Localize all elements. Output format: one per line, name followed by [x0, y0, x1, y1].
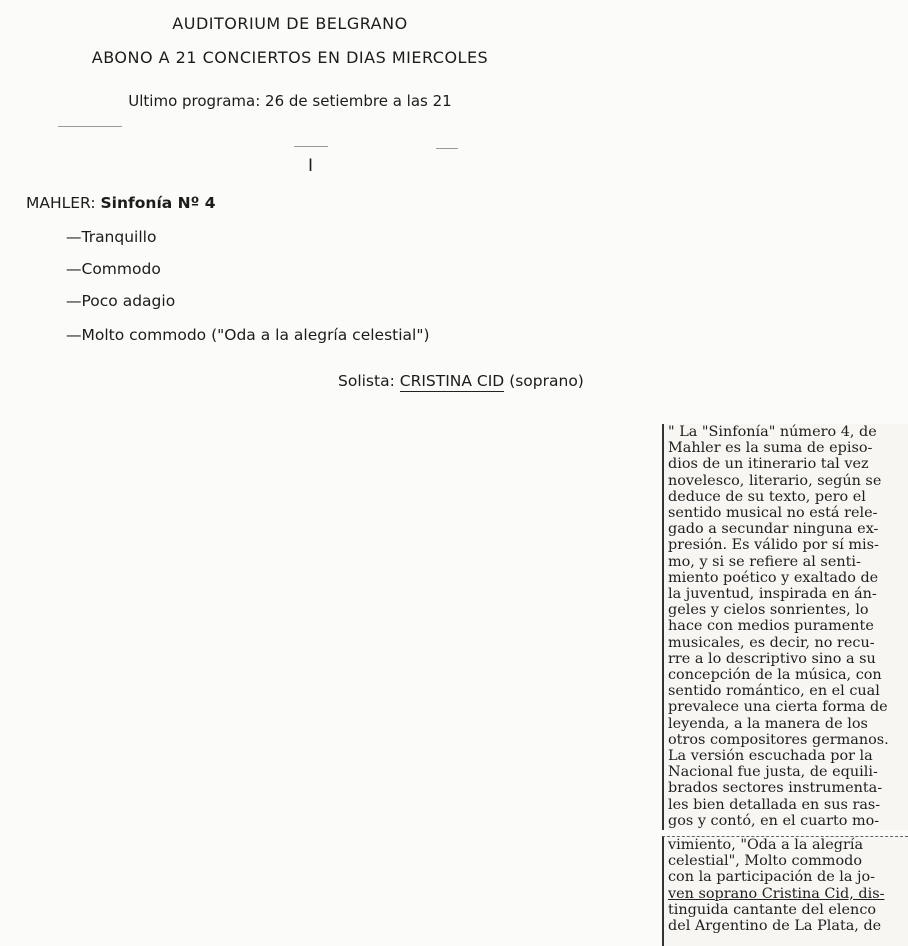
movement-item: —Poco adagio — [66, 292, 176, 310]
clipping-line: gos y contó, en el cuarto mo- — [668, 812, 880, 829]
work-heading — [26, 194, 216, 212]
newspaper-clipping-part-1 — [662, 424, 908, 830]
clipping-line: geles y cielos sonrientes, lo — [668, 602, 869, 619]
program-date: Ultimo programa: 26 de setiembre a las 21 — [128, 92, 452, 110]
clipping-line: tinguida cantante del elenco — [668, 901, 877, 918]
clipping-line: prevalece una cierta forma de — [668, 699, 888, 716]
clipping-line: gado a secundar ninguna ex- — [668, 521, 879, 538]
clipping-line: miento poético y exaltado de — [668, 569, 879, 586]
clipping-line: vimiento, "Oda a la alegría — [668, 837, 864, 853]
movement-item: —Molto commodo ("Oda a la alegría celestial") — [66, 326, 430, 344]
clipping-line: deduce de su texto, pero el — [668, 488, 866, 505]
section-numeral: I — [308, 156, 314, 176]
clipping-line: Nacional fue justa, de equili- — [668, 764, 878, 781]
clipping-line: musicales, es decir, no recu- — [668, 634, 875, 651]
composer-name: MAHLER: — [26, 194, 96, 212]
soloist-line — [338, 372, 584, 390]
clipping-line: rre a lo descriptivo sino a su — [668, 650, 876, 667]
clipping-line: " La "Sinfonía" número 4, de — [668, 424, 877, 440]
venue-title: AUDITORIUM DE BELGRANO — [172, 14, 408, 33]
clipping-line: hace con medios puramente — [668, 618, 874, 635]
newspaper-clipping-part-2 — [662, 836, 908, 946]
movement-item: —Commodo — [66, 260, 161, 278]
clipping-line: Mahler es la suma de episo- — [668, 440, 873, 457]
clipping-line: les bien detallada en sus ras- — [668, 796, 881, 813]
clipping-line: dios de un itinerario tal vez — [668, 456, 869, 473]
clipping-line: celestial", Molto commodo — [668, 853, 862, 870]
clipping-line: con la participación de la jo- — [668, 869, 876, 886]
clipping-line: brados sectores instrumenta- — [668, 780, 883, 797]
clipping-line: mo, y si se refiere al senti- — [668, 553, 861, 570]
soloist-name: CRISTINA CID — [399, 372, 505, 390]
clipping-line: otros compositores germanos. — [668, 731, 889, 748]
work-title: Sinfonía Nº 4 — [100, 194, 216, 212]
clipping-line: leyenda, a la manera de los — [668, 715, 868, 732]
clipping-line: del Argentino de La Plata, de — [668, 918, 882, 935]
soloist-voice: (soprano) — [509, 372, 584, 390]
clipping-line: la juventud, inspirada en án- — [668, 586, 877, 603]
soloist-label: Solista: — [338, 372, 395, 390]
scan-mark — [294, 146, 328, 147]
clipping-line: La versión escuchada por la — [668, 748, 873, 765]
clipping-line: sentido musical no está rele- — [668, 505, 878, 522]
clipping-line: presión. Es válido por sí mis- — [668, 537, 879, 554]
clipping-line: ven soprano Cristina Cid, dis- — [668, 885, 885, 902]
clipping-line: sentido romántico, en el cual — [668, 683, 880, 700]
clipping-line: novelesco, literario, según se — [668, 472, 882, 489]
series-title: ABONO A 21 CONCIERTOS EN DIAS MIERCOLES — [91, 48, 489, 67]
scan-mark — [58, 126, 122, 127]
scan-mark — [436, 148, 458, 149]
movement-item: —Tranquillo — [66, 228, 157, 246]
clipping-line: concepción de la música, con — [668, 667, 882, 684]
